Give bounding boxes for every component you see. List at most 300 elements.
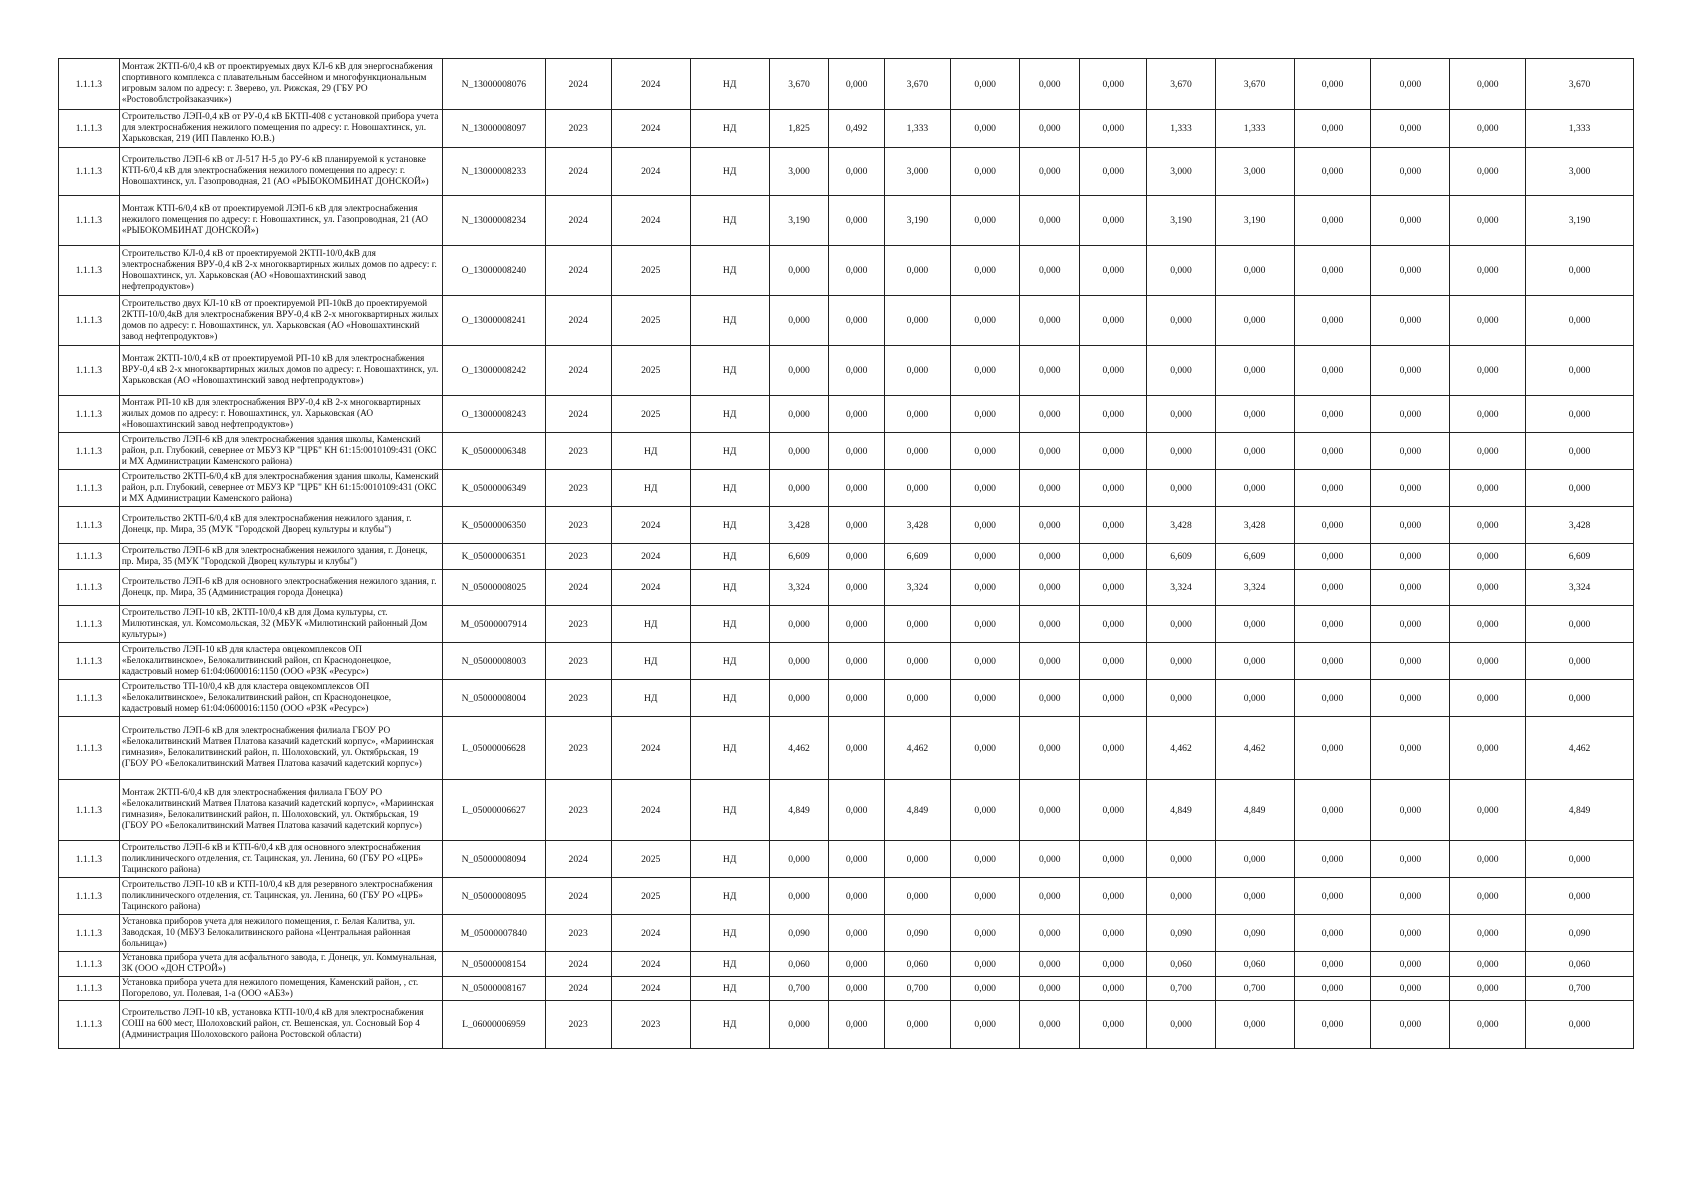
cell-v1: 3,670 — [769, 59, 829, 110]
table-row — [59, 110, 1634, 148]
cell-y2: 2023 — [611, 1001, 690, 1049]
cell-v7: 0,000 — [1147, 433, 1215, 470]
cell-y1: 2023 — [545, 915, 611, 952]
cell-v12: 0,000 — [1526, 346, 1634, 396]
cell-v4: 0,000 — [951, 346, 1020, 396]
cell-v12: 3,428 — [1526, 507, 1634, 544]
cell-v5: 0,000 — [1020, 470, 1080, 507]
cell-v2: 0,000 — [829, 296, 884, 346]
cell-nd: НД — [690, 148, 769, 196]
cell-v6: 0,000 — [1080, 433, 1147, 470]
cell-v9: 0,000 — [1294, 544, 1371, 570]
table-body — [59, 59, 1634, 1049]
cell-v7: 3,324 — [1147, 570, 1215, 606]
cell-v1: 0,000 — [769, 680, 829, 717]
cell-v4: 0,000 — [951, 643, 1020, 680]
cell-num: 1.1.1.3 — [59, 196, 120, 246]
cell-v7: 0,000 — [1147, 878, 1215, 915]
cell-v4: 0,000 — [951, 952, 1020, 977]
cell-v5: 0,000 — [1020, 433, 1080, 470]
table-row — [59, 246, 1634, 296]
table-row — [59, 507, 1634, 544]
cell-v11: 0,000 — [1450, 780, 1526, 841]
cell-v6: 0,000 — [1080, 396, 1147, 433]
cell-v5: 0,000 — [1020, 717, 1080, 780]
cell-v8: 0,000 — [1215, 606, 1294, 643]
cell-v7: 0,060 — [1147, 952, 1215, 977]
cell-v8: 1,333 — [1215, 110, 1294, 148]
cell-v4: 0,000 — [951, 977, 1020, 1001]
cell-v8: 0,000 — [1215, 841, 1294, 878]
cell-y1: 2023 — [545, 433, 611, 470]
cell-v10: 0,000 — [1371, 717, 1450, 780]
cell-y1: 2023 — [545, 606, 611, 643]
cell-v1: 0,000 — [769, 878, 829, 915]
cell-v9: 0,000 — [1294, 110, 1371, 148]
cell-v1: 3,428 — [769, 507, 829, 544]
table-row — [59, 878, 1634, 915]
cell-desc: Строительство ЛЭП-6 кВ для электроснабжения нежилого здания, г. Донецк, пр. Мира, 35 (МУК "Городской Дворец культуры и клубы") — [119, 544, 442, 570]
cell-v12: 0,700 — [1526, 977, 1634, 1001]
cell-v10: 0,000 — [1371, 59, 1450, 110]
cell-v9: 0,000 — [1294, 643, 1371, 680]
cell-v11: 0,000 — [1450, 196, 1526, 246]
cell-y1: 2023 — [545, 544, 611, 570]
cell-v7: 0,000 — [1147, 470, 1215, 507]
cell-v6: 0,000 — [1080, 780, 1147, 841]
cell-v6: 0,000 — [1080, 570, 1147, 606]
cell-v12: 0,000 — [1526, 433, 1634, 470]
cell-v8: 3,000 — [1215, 148, 1294, 196]
cell-code: N_05000008094 — [443, 841, 545, 878]
cell-v3: 1,333 — [884, 110, 950, 148]
cell-v11: 0,000 — [1450, 544, 1526, 570]
cell-v5: 0,000 — [1020, 952, 1080, 977]
cell-desc: Установка приборов учета для нежилого помещения, г. Белая Калитва, ул. Заводская, 10 (МБУЗ Белокалитвинского района «Центральная районная больница») — [119, 915, 442, 952]
cell-v3: 0,000 — [884, 346, 950, 396]
cell-code: K_05000006351 — [443, 544, 545, 570]
cell-nd: НД — [690, 952, 769, 977]
cell-v4: 0,000 — [951, 507, 1020, 544]
cell-v1: 0,000 — [769, 1001, 829, 1049]
table-row — [59, 396, 1634, 433]
cell-v3: 0,000 — [884, 296, 950, 346]
cell-code: N_13000008234 — [443, 196, 545, 246]
cell-nd: НД — [690, 110, 769, 148]
cell-desc: Строительство 2КТП-6/0,4 кВ для электроснабжения нежилого здания, г. Донецк, пр. Мира, 35 (МУК "Городской Дворец культуры и клубы") — [119, 507, 442, 544]
cell-y1: 2024 — [545, 841, 611, 878]
cell-y1: 2024 — [545, 296, 611, 346]
cell-code: K_05000006349 — [443, 470, 545, 507]
cell-nd: НД — [690, 878, 769, 915]
cell-v8: 6,609 — [1215, 544, 1294, 570]
cell-y1: 2024 — [545, 878, 611, 915]
cell-v7: 3,428 — [1147, 507, 1215, 544]
cell-v4: 0,000 — [951, 470, 1020, 507]
cell-v12: 6,609 — [1526, 544, 1634, 570]
cell-v9: 0,000 — [1294, 148, 1371, 196]
cell-y1: 2024 — [545, 246, 611, 296]
cell-y1: 2024 — [545, 59, 611, 110]
cell-v2: 0,000 — [829, 780, 884, 841]
cell-v4: 0,000 — [951, 717, 1020, 780]
cell-v2: 0,000 — [829, 841, 884, 878]
cell-desc: Строительство ЛЭП-6 кВ для основного электроснабжения нежилого здания, г. Донецк, пр. Мира, 35 (Администрация города Донецка) — [119, 570, 442, 606]
cell-v11: 0,000 — [1450, 643, 1526, 680]
cell-desc: Монтаж КТП-6/0,4 кВ от проектируемой ЛЭП-6 кВ для электроснабжения нежилого помещения по адресу: г. Новошахтинск, ул. Газопроводная, 21 (АО «РЫБОКОМБИНАТ ДОНСКОЙ») — [119, 196, 442, 246]
cell-num: 1.1.1.3 — [59, 977, 120, 1001]
cell-v9: 0,000 — [1294, 841, 1371, 878]
cell-nd: НД — [690, 717, 769, 780]
cell-v1: 3,324 — [769, 570, 829, 606]
cell-v7: 0,090 — [1147, 915, 1215, 952]
cell-v3: 3,000 — [884, 148, 950, 196]
cell-v11: 0,000 — [1450, 680, 1526, 717]
cell-v12: 0,000 — [1526, 878, 1634, 915]
table-row — [59, 977, 1634, 1001]
table-row — [59, 1001, 1634, 1049]
cell-v9: 0,000 — [1294, 59, 1371, 110]
cell-y2: НД — [611, 470, 690, 507]
cell-v2: 0,000 — [829, 570, 884, 606]
cell-v8: 0,000 — [1215, 680, 1294, 717]
cell-v12: 0,090 — [1526, 915, 1634, 952]
cell-v6: 0,000 — [1080, 643, 1147, 680]
cell-nd: НД — [690, 780, 769, 841]
cell-v1: 4,849 — [769, 780, 829, 841]
cell-desc: Строительство ЛЭП-10 кВ и КТП-10/0,4 кВ для резервного электроснабжения поликлинического отделения, ст. Тацинская, ул. Ленина, 60 (ГБУ РО «ЦРБ» Тацинского района) — [119, 878, 442, 915]
cell-v7: 1,333 — [1147, 110, 1215, 148]
table-row — [59, 433, 1634, 470]
cell-v9: 0,000 — [1294, 507, 1371, 544]
cell-v6: 0,000 — [1080, 915, 1147, 952]
cell-desc: Строительство ЛЭП-6 кВ от Л-517 Н-5 до РУ-6 кВ планируемой к установке КТП-6/0,4 кВ для электроснабжения нежилого помещения по адресу: г. Новошахтинск, ул. Газопроводная, 21 (АО «РЫБОКОМБИНАТ ДОНСКОЙ») — [119, 148, 442, 196]
cell-v4: 0,000 — [951, 841, 1020, 878]
cell-v1: 1,825 — [769, 110, 829, 148]
cell-nd: НД — [690, 196, 769, 246]
cell-v2: 0,000 — [829, 507, 884, 544]
cell-v3: 4,462 — [884, 717, 950, 780]
cell-v5: 0,000 — [1020, 246, 1080, 296]
cell-v5: 0,000 — [1020, 841, 1080, 878]
cell-num: 1.1.1.3 — [59, 680, 120, 717]
cell-v8: 0,000 — [1215, 643, 1294, 680]
cell-v7: 4,849 — [1147, 780, 1215, 841]
cell-v4: 0,000 — [951, 148, 1020, 196]
cell-v11: 0,000 — [1450, 878, 1526, 915]
cell-v11: 0,000 — [1450, 977, 1526, 1001]
cell-v6: 0,000 — [1080, 952, 1147, 977]
cell-v7: 0,000 — [1147, 346, 1215, 396]
cell-v2: 0,000 — [829, 878, 884, 915]
cell-v9: 0,000 — [1294, 196, 1371, 246]
cell-nd: НД — [690, 544, 769, 570]
cell-v10: 0,000 — [1371, 1001, 1450, 1049]
cell-v2: 0,000 — [829, 346, 884, 396]
cell-desc: Строительство КЛ-0,4 кВ от проектируемой 2КТП-10/0,4кВ для электроснабжения ВРУ-0,4 кВ 2-х многоквартирных жилых домов по адресу: г. Новошахтинск, ул. Харьковская (АО «Новошахтинский завод нефтепродуктов») — [119, 246, 442, 296]
cell-num: 1.1.1.3 — [59, 346, 120, 396]
cell-v12: 0,000 — [1526, 606, 1634, 643]
cell-v1: 0,060 — [769, 952, 829, 977]
cell-code: O_13000008241 — [443, 296, 545, 346]
cell-y1: 2023 — [545, 643, 611, 680]
cell-num: 1.1.1.3 — [59, 544, 120, 570]
cell-v10: 0,000 — [1371, 148, 1450, 196]
cell-v9: 0,000 — [1294, 977, 1371, 1001]
cell-v11: 0,000 — [1450, 606, 1526, 643]
cell-y2: 2024 — [611, 717, 690, 780]
cell-v9: 0,000 — [1294, 570, 1371, 606]
cell-v5: 0,000 — [1020, 606, 1080, 643]
cell-v2: 0,000 — [829, 246, 884, 296]
cell-v10: 0,000 — [1371, 246, 1450, 296]
cell-v3: 0,000 — [884, 396, 950, 433]
cell-v5: 0,000 — [1020, 196, 1080, 246]
cell-v10: 0,000 — [1371, 507, 1450, 544]
cell-desc: Строительство ЛЭП-6 кВ для электроснабжения филиала ГБОУ РО «Белокалитвинский Матвея Платова казачий кадетский корпус», «Мариинская гимназия», Белокалитвинский район, п. Шолоховский, ул. Октябрьская, 19 (ГБОУ РО «Белокалитвинский Матвея Платова казачий кадетский корпус») — [119, 717, 442, 780]
cell-v2: 0,000 — [829, 952, 884, 977]
cell-code: N_13000008076 — [443, 59, 545, 110]
cell-v11: 0,000 — [1450, 570, 1526, 606]
cell-v5: 0,000 — [1020, 977, 1080, 1001]
cell-y1: 2023 — [545, 470, 611, 507]
cell-v8: 0,000 — [1215, 1001, 1294, 1049]
cell-nd: НД — [690, 1001, 769, 1049]
cell-v2: 0,000 — [829, 643, 884, 680]
cell-v2: 0,000 — [829, 606, 884, 643]
cell-code: O_13000008242 — [443, 346, 545, 396]
cell-num: 1.1.1.3 — [59, 507, 120, 544]
cell-v12: 0,000 — [1526, 841, 1634, 878]
cell-v11: 0,000 — [1450, 396, 1526, 433]
cell-v8: 3,428 — [1215, 507, 1294, 544]
cell-num: 1.1.1.3 — [59, 643, 120, 680]
cell-y2: 2024 — [611, 148, 690, 196]
cell-v3: 4,849 — [884, 780, 950, 841]
cell-v7: 0,000 — [1147, 841, 1215, 878]
cell-v10: 0,000 — [1371, 346, 1450, 396]
cell-v10: 0,000 — [1371, 110, 1450, 148]
cell-v8: 3,670 — [1215, 59, 1294, 110]
cell-v2: 0,000 — [829, 544, 884, 570]
cell-v6: 0,000 — [1080, 606, 1147, 643]
cell-v5: 0,000 — [1020, 878, 1080, 915]
cell-y1: 2023 — [545, 680, 611, 717]
cell-y1: 2024 — [545, 977, 611, 1001]
cell-v3: 0,000 — [884, 606, 950, 643]
cell-code: L_05000006628 — [443, 717, 545, 780]
table-row — [59, 643, 1634, 680]
cell-num: 1.1.1.3 — [59, 59, 120, 110]
cell-v10: 0,000 — [1371, 643, 1450, 680]
cell-desc: Строительство ЛЭП-10 кВ для кластера овцекомплексов ОП «Белокалитвинское», Белокалитвинский район, сп Краснодонецкое, кадастровый номер 61:04:0600016:1150 (ООО «РЗК «Ресурс») — [119, 643, 442, 680]
cell-v9: 0,000 — [1294, 296, 1371, 346]
cell-v11: 0,000 — [1450, 346, 1526, 396]
cell-v7: 4,462 — [1147, 717, 1215, 780]
cell-code: O_13000008243 — [443, 396, 545, 433]
cell-code: M_05000007914 — [443, 606, 545, 643]
table-row — [59, 717, 1634, 780]
table-row — [59, 470, 1634, 507]
cell-v5: 0,000 — [1020, 148, 1080, 196]
cell-v3: 0,000 — [884, 433, 950, 470]
cell-y2: 2024 — [611, 196, 690, 246]
cell-y2: НД — [611, 680, 690, 717]
cell-y2: 2024 — [611, 507, 690, 544]
cell-v6: 0,000 — [1080, 346, 1147, 396]
table-row — [59, 196, 1634, 246]
investment-table — [58, 58, 1634, 1049]
cell-y1: 2024 — [545, 952, 611, 977]
cell-desc: Установка прибора учета для нежилого помещения, Каменский район, , ст. Погорелово, ул. Полевая, 1-а (ООО «АБЗ») — [119, 977, 442, 1001]
cell-v7: 6,609 — [1147, 544, 1215, 570]
cell-v10: 0,000 — [1371, 952, 1450, 977]
cell-v10: 0,000 — [1371, 915, 1450, 952]
table-row — [59, 346, 1634, 396]
cell-v9: 0,000 — [1294, 396, 1371, 433]
cell-v3: 3,190 — [884, 196, 950, 246]
cell-y1: 2023 — [545, 110, 611, 148]
cell-v7: 0,000 — [1147, 396, 1215, 433]
cell-code: L_05000006627 — [443, 780, 545, 841]
cell-v9: 0,000 — [1294, 952, 1371, 977]
cell-desc: Строительство ЛЭП-10 кВ, 2КТП-10/0,4 кВ для Дома культуры, ст. Милютинская, ул. Комсомольская, 32 (МБУК «Милютинский районный Дом культуры») — [119, 606, 442, 643]
cell-v11: 0,000 — [1450, 1001, 1526, 1049]
cell-v2: 0,000 — [829, 433, 884, 470]
cell-v5: 0,000 — [1020, 915, 1080, 952]
cell-v5: 0,000 — [1020, 396, 1080, 433]
cell-y2: 2025 — [611, 396, 690, 433]
cell-v10: 0,000 — [1371, 196, 1450, 246]
cell-num: 1.1.1.3 — [59, 570, 120, 606]
cell-v1: 0,000 — [769, 433, 829, 470]
cell-nd: НД — [690, 296, 769, 346]
cell-v9: 0,000 — [1294, 433, 1371, 470]
table-row — [59, 780, 1634, 841]
cell-v3: 0,090 — [884, 915, 950, 952]
cell-code: N_05000008154 — [443, 952, 545, 977]
cell-v5: 0,000 — [1020, 643, 1080, 680]
cell-v3: 0,000 — [884, 878, 950, 915]
cell-v6: 0,000 — [1080, 878, 1147, 915]
cell-v10: 0,000 — [1371, 680, 1450, 717]
cell-desc: Установка прибора учета для асфальтного завода, г. Донецк, ул. Коммунальная, 3К (ООО «ДОН СТРОЙ») — [119, 952, 442, 977]
cell-desc: Монтаж 2КТП-6/0,4 кВ для электроснабжения филиала ГБОУ РО «Белокалитвинский Матвея Платова казачий кадетский корпус», «Мариинская гимназия», Белокалитвинский район, п. Шолоховский, ул. Октябрьская, 19 (ГБОУ РО «Белокалитвинский Матвея Платова казачий кадетский корпус») — [119, 780, 442, 841]
cell-v3: 0,060 — [884, 952, 950, 977]
cell-code: N_05000008025 — [443, 570, 545, 606]
cell-code: N_05000008095 — [443, 878, 545, 915]
cell-v11: 0,000 — [1450, 915, 1526, 952]
cell-v1: 0,000 — [769, 396, 829, 433]
cell-v4: 0,000 — [951, 433, 1020, 470]
cell-v9: 0,000 — [1294, 717, 1371, 780]
cell-v2: 0,000 — [829, 717, 884, 780]
cell-v7: 3,670 — [1147, 59, 1215, 110]
table-row — [59, 915, 1634, 952]
cell-v8: 0,000 — [1215, 878, 1294, 915]
cell-v9: 0,000 — [1294, 780, 1371, 841]
table-row — [59, 952, 1634, 977]
cell-desc: Строительство ЛЭП-0,4 кВ от РУ-0,4 кВ БКТП-408 с установкой прибора учета для электроснабжения нежилого помещения по адресу: г. Новошахтинск, ул. Харьковская, 219 (ИП Павленко Ю.В.) — [119, 110, 442, 148]
cell-y1: 2023 — [545, 780, 611, 841]
cell-v4: 0,000 — [951, 780, 1020, 841]
cell-v10: 0,000 — [1371, 570, 1450, 606]
cell-v3: 0,000 — [884, 1001, 950, 1049]
cell-v7: 0,000 — [1147, 246, 1215, 296]
cell-v9: 0,000 — [1294, 246, 1371, 296]
cell-y1: 2024 — [545, 396, 611, 433]
cell-v11: 0,000 — [1450, 507, 1526, 544]
cell-v1: 3,190 — [769, 196, 829, 246]
cell-v5: 0,000 — [1020, 296, 1080, 346]
cell-v2: 0,000 — [829, 680, 884, 717]
cell-nd: НД — [690, 470, 769, 507]
cell-v12: 0,000 — [1526, 680, 1634, 717]
cell-num: 1.1.1.3 — [59, 470, 120, 507]
cell-num: 1.1.1.3 — [59, 246, 120, 296]
cell-v5: 0,000 — [1020, 1001, 1080, 1049]
cell-y2: НД — [611, 433, 690, 470]
cell-v1: 0,000 — [769, 346, 829, 396]
cell-v8: 4,462 — [1215, 717, 1294, 780]
cell-v11: 0,000 — [1450, 717, 1526, 780]
table-row — [59, 296, 1634, 346]
cell-v11: 0,000 — [1450, 148, 1526, 196]
cell-v4: 0,000 — [951, 878, 1020, 915]
cell-desc: Монтаж 2КТП-10/0,4 кВ от проектируемой РП-10 кВ для электроснабжения ВРУ-0,4 кВ 2-х многоквартирных жилых домов по адресу: г. Новошахтинск, ул. Харьковская (АО «Новошахтинский завод нефтепродуктов») — [119, 346, 442, 396]
cell-v7: 0,000 — [1147, 643, 1215, 680]
cell-y1: 2023 — [545, 507, 611, 544]
cell-v10: 0,000 — [1371, 296, 1450, 346]
cell-y2: 2024 — [611, 544, 690, 570]
cell-v12: 0,060 — [1526, 952, 1634, 977]
cell-v6: 0,000 — [1080, 841, 1147, 878]
cell-v3: 3,324 — [884, 570, 950, 606]
cell-y2: 2025 — [611, 841, 690, 878]
document-sheet — [58, 58, 1634, 1049]
cell-v7: 0,000 — [1147, 296, 1215, 346]
cell-y1: 2024 — [545, 196, 611, 246]
cell-code: N_13000008233 — [443, 148, 545, 196]
cell-v4: 0,000 — [951, 196, 1020, 246]
cell-desc: Строительство ТП-10/0,4 кВ для кластера овцекомплексов ОП «Белокалитвинское», Белокалитвинский район, сп Краснодонецкое, кадастровый номер 61:04:0600016:1150 (ООО «РЗК «Ресурс») — [119, 680, 442, 717]
cell-nd: НД — [690, 606, 769, 643]
cell-v3: 0,000 — [884, 680, 950, 717]
cell-v12: 0,000 — [1526, 643, 1634, 680]
cell-v4: 0,000 — [951, 59, 1020, 110]
cell-v5: 0,000 — [1020, 780, 1080, 841]
cell-num: 1.1.1.3 — [59, 148, 120, 196]
cell-v1: 0,000 — [769, 606, 829, 643]
cell-v4: 0,000 — [951, 1001, 1020, 1049]
cell-v1: 0,000 — [769, 246, 829, 296]
cell-y2: 2025 — [611, 246, 690, 296]
cell-desc: Монтаж 2КТП-6/0,4 кВ от проектируемых двух КЛ-6 кВ для энергоснабжения спортивного комплекса с плавательным бассейном и многофункциональным игровым залом по адресу: г. Зверево, ул. Рижская, 29 (ГБУ РО «Ростовоблстройзаказчик») — [119, 59, 442, 110]
cell-v4: 0,000 — [951, 606, 1020, 643]
cell-v9: 0,000 — [1294, 1001, 1371, 1049]
cell-v6: 0,000 — [1080, 59, 1147, 110]
cell-v5: 0,000 — [1020, 680, 1080, 717]
cell-desc: Монтаж РП-10 кВ для электроснабжения ВРУ-0,4 кВ 2-х многоквартирных жилых домов по адресу: г. Новошахтинск, ул. Харьковская (АО «Новошахтинский завод нефтепродуктов») — [119, 396, 442, 433]
cell-y2: 2024 — [611, 570, 690, 606]
cell-num: 1.1.1.3 — [59, 110, 120, 148]
cell-nd: НД — [690, 643, 769, 680]
cell-v10: 0,000 — [1371, 470, 1450, 507]
cell-v6: 0,000 — [1080, 544, 1147, 570]
cell-v4: 0,000 — [951, 570, 1020, 606]
cell-v9: 0,000 — [1294, 346, 1371, 396]
table-row — [59, 59, 1634, 110]
